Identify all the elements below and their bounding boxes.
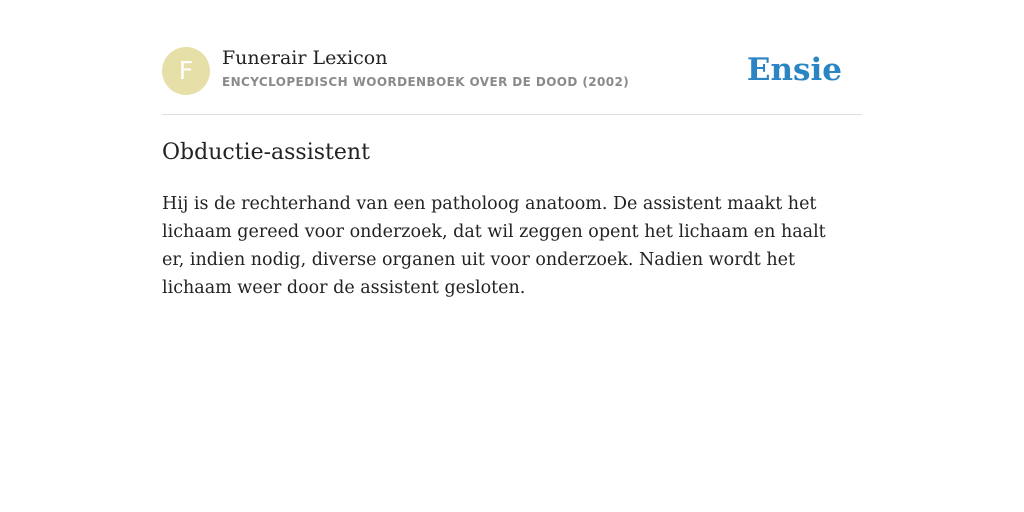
entry-title: Obductie-assistent — [162, 140, 370, 165]
source-subtitle: ENCYCLOPEDISCH WOORDENBOEK OVER DE DOOD (2002) — [222, 75, 630, 89]
source-title[interactable]: Funerair Lexicon — [222, 47, 388, 69]
ensie-logo[interactable]: Ensie — [746, 52, 842, 88]
entry-body: Hij is de rechterhand van een patholoog anatoom. De assistent maakt het lichaam gereed voor onderzoek, dat wil zeggen opent het lichaam en haalt er, indien nodig, diverse organen uit voor onderzoek. Nadien wordt het lichaam weer door de assistent gesloten. — [162, 194, 826, 298]
source-avatar: F — [162, 47, 210, 95]
source-header — [162, 46, 862, 115]
